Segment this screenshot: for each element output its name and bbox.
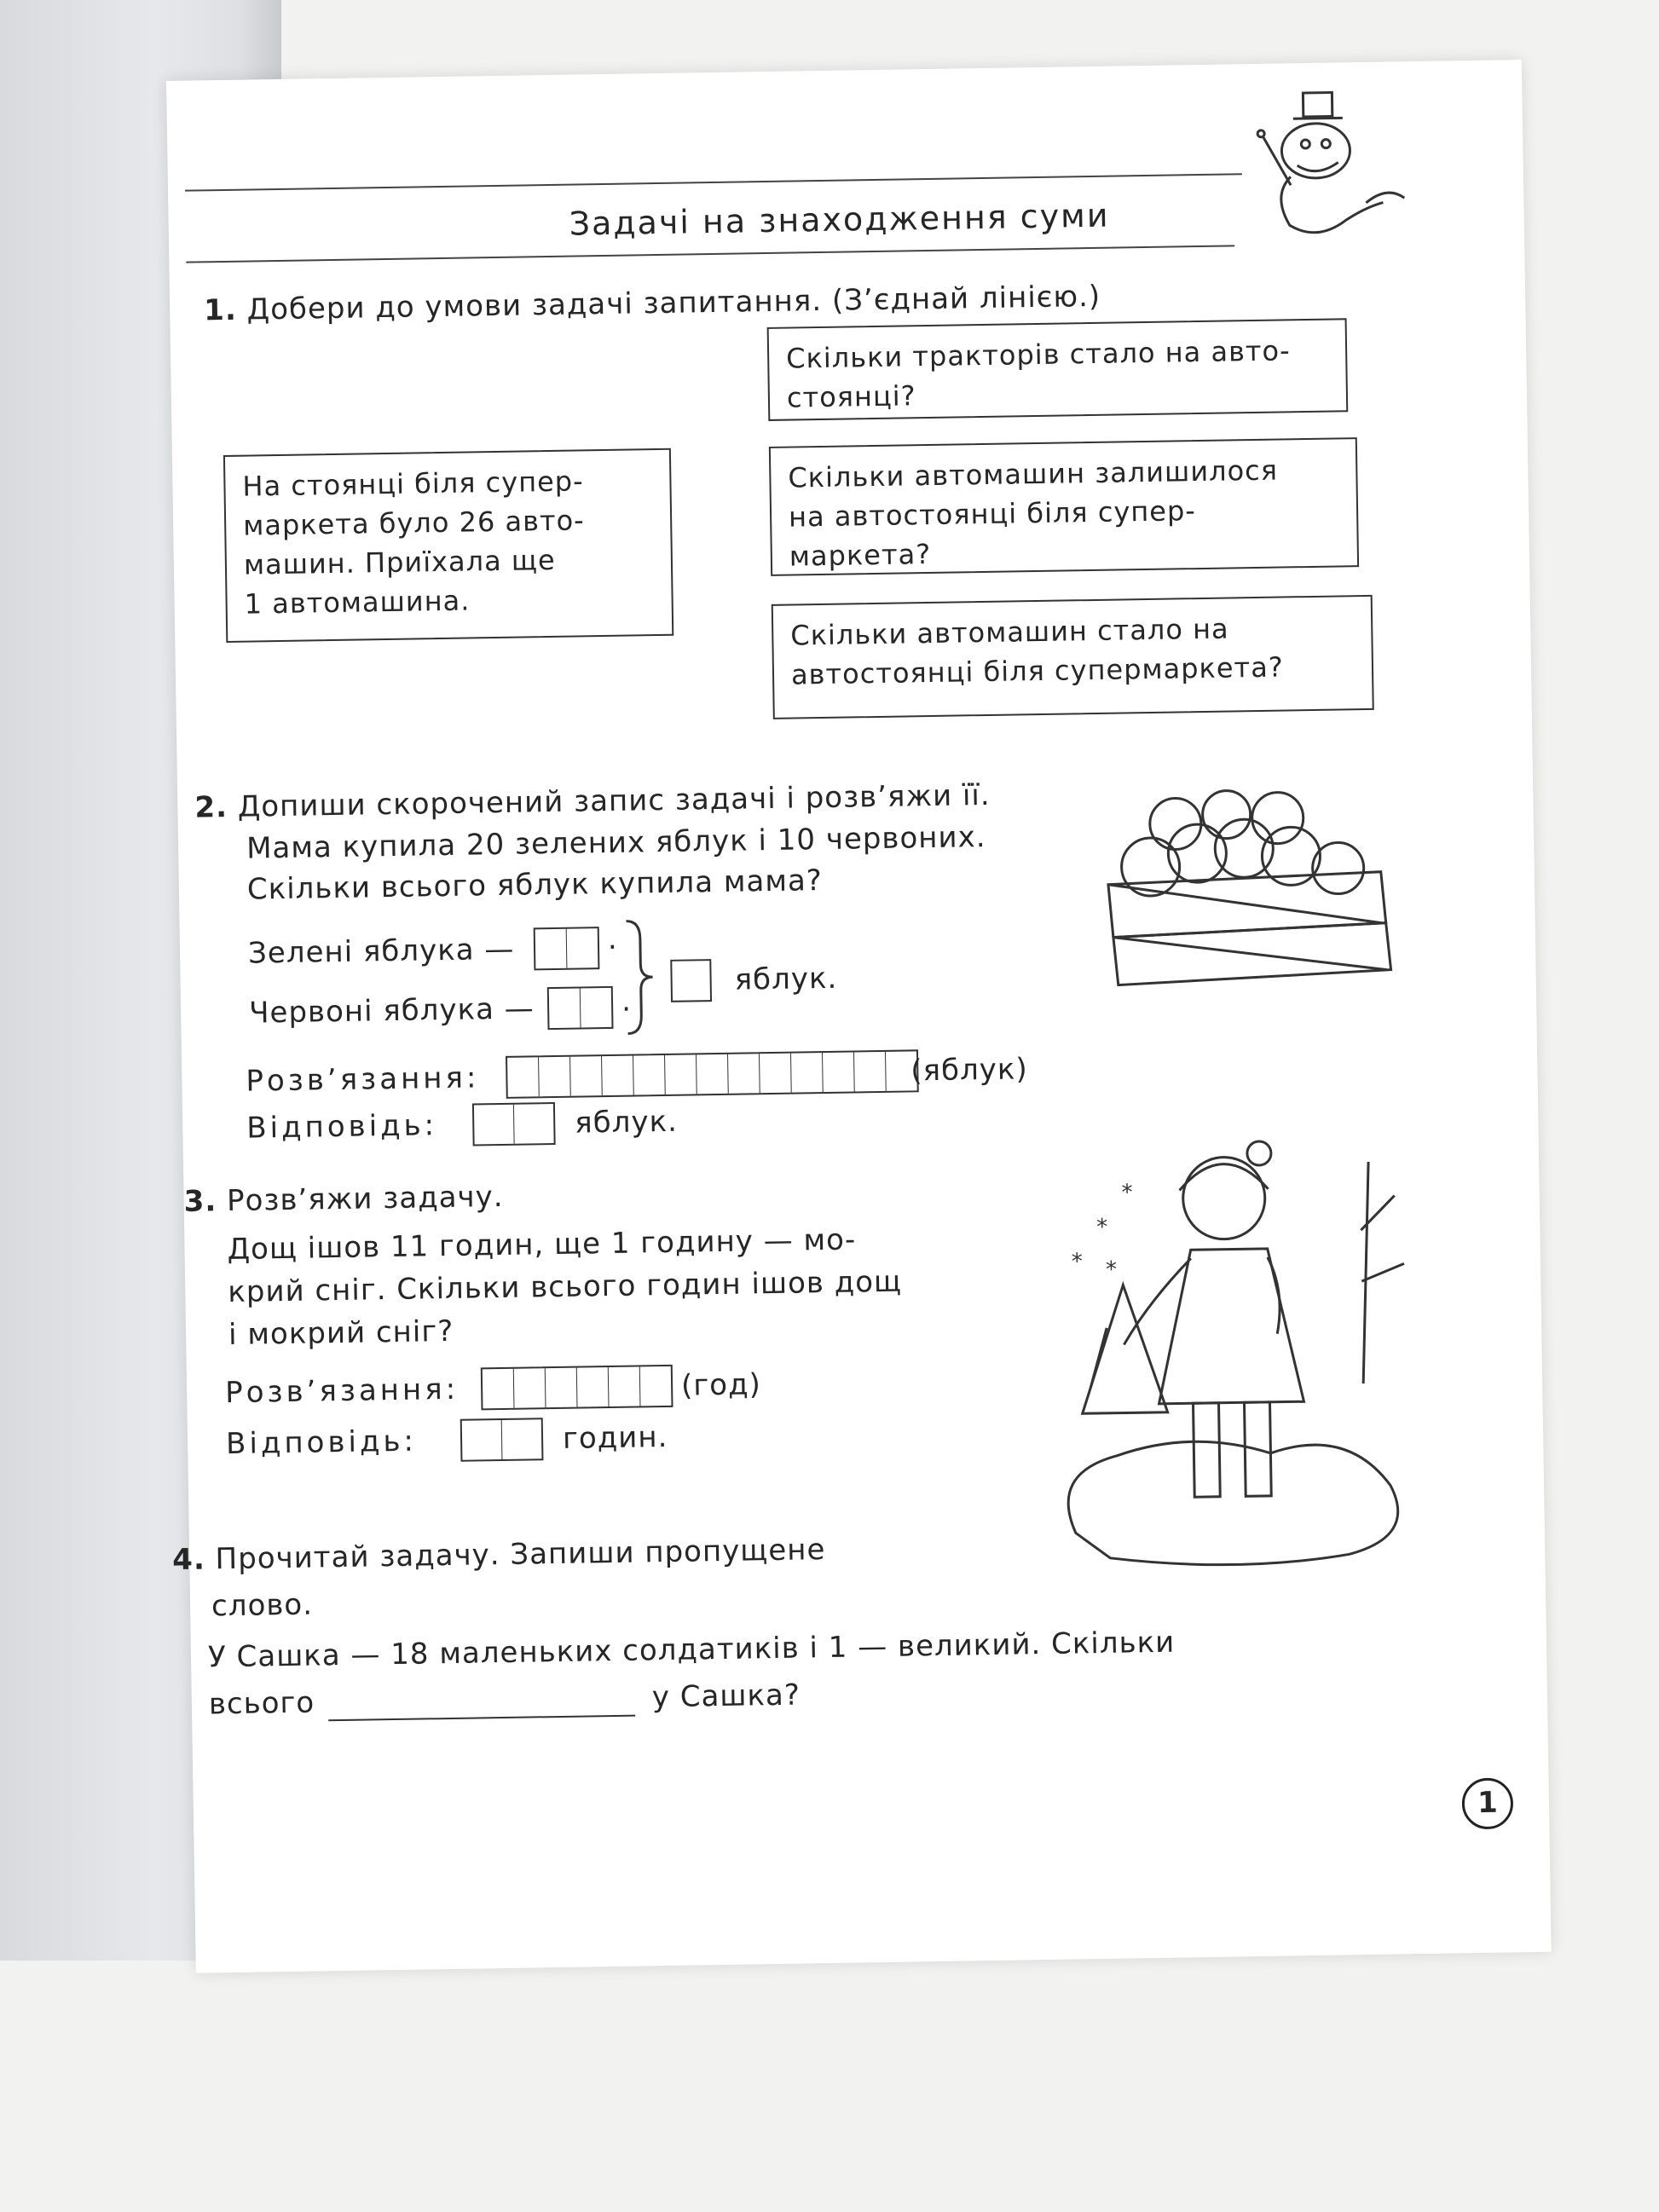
- task1-instruction: [204, 280, 1101, 328]
- red-apples-label: Червоні яблука —: [248, 991, 535, 1031]
- green-apples-input[interactable]: [534, 927, 600, 970]
- condition-line: маркета було 26 авто-: [242, 504, 585, 542]
- task3-answer-label: Відповідь:: [225, 1424, 418, 1462]
- question-line: маркета?: [789, 537, 932, 573]
- question-line: Скільки автомашин залишилося: [788, 453, 1279, 494]
- task1-question-a-box[interactable]: [767, 318, 1349, 421]
- task1-number: 1.: [203, 292, 238, 328]
- page-number-badge: 1: [1461, 1777, 1513, 1829]
- task4-missing-word-blank[interactable]: [328, 1715, 635, 1722]
- task2-answer-unit: яблук.: [574, 1104, 679, 1141]
- task1-condition-box[interactable]: [223, 448, 673, 643]
- question-line: на автостоянці біля супер-: [788, 494, 1197, 534]
- condition-line: 1 автомашина.: [244, 584, 471, 621]
- task2-solution-label: Розв’язання:: [246, 1060, 480, 1099]
- dot: .: [607, 921, 619, 956]
- apple-crate-illustration: [1090, 786, 1400, 987]
- question-line: Скільки тракторів стало на авто-: [785, 334, 1291, 375]
- page-title: Задачі на знаходження суми: [569, 196, 1110, 243]
- task2-answer-label: Відповідь:: [246, 1108, 438, 1146]
- task3-problem-line: Дощ ішов 11 годин, ще 1 годину — мо-: [227, 1222, 857, 1268]
- task2-answer-input[interactable]: [472, 1102, 556, 1146]
- question-line: автостоянці біля супермаркета?: [790, 650, 1285, 691]
- task4-instruction-line-2: слово.: [211, 1587, 314, 1624]
- total-apples-unit: яблук.: [734, 961, 838, 997]
- task3-answer-unit: годин.: [562, 1419, 668, 1456]
- task2-problem-line-2: Скільки всього яблук купила мама?: [246, 863, 824, 907]
- task4-problem-line-2-end: у Сашка?: [651, 1678, 801, 1715]
- task4-problem-line-1: У Сашка — 18 маленьких солдатиків і 1 — великий. Скільки: [207, 1625, 1176, 1675]
- task3-instruction-text: Розв’яжи задачу.: [226, 1179, 504, 1219]
- task2-solution-input[interactable]: [506, 1049, 919, 1099]
- condition-line: машин. Приїхала ще: [243, 543, 556, 581]
- task1-question-c-box[interactable]: [772, 595, 1374, 719]
- task2-solution-unit: (яблук): [910, 1052, 1028, 1089]
- task4-number: 4.: [171, 1542, 206, 1578]
- svg-text:*: *: [1105, 1256, 1118, 1283]
- condition-line: На стоянці біля супер-: [242, 465, 584, 503]
- task3-problem-line: і мокрий сніг?: [228, 1314, 454, 1353]
- question-line: Скільки автомашин стало на: [790, 612, 1229, 652]
- task3-problem-line: крий сніг. Скільки всього годин ішов дощ: [228, 1264, 903, 1310]
- svg-text:*: *: [1071, 1249, 1084, 1275]
- svg-text:*: *: [1121, 1180, 1133, 1206]
- green-apples-label: Зелені яблука —: [247, 932, 515, 971]
- task3-instruction: [183, 1180, 503, 1219]
- task3-number: 3.: [183, 1184, 217, 1219]
- girl-winter-illustration: [1019, 1127, 1453, 1611]
- workbook-page: [166, 60, 1552, 1973]
- task3-answer-input[interactable]: [460, 1418, 544, 1462]
- header-bottom-rule: [186, 245, 1234, 263]
- task3-solution-unit: (год): [680, 1367, 762, 1403]
- dot: .: [621, 984, 633, 1019]
- task2-number: 2.: [194, 789, 228, 825]
- task4-instruction: [172, 1533, 826, 1577]
- question-line: стоянці?: [786, 379, 916, 414]
- total-apples-input[interactable]: [670, 959, 712, 1002]
- task1-question-b-box[interactable]: [769, 437, 1359, 576]
- task3-solution-label: Розв’язання:: [224, 1372, 460, 1411]
- svg-text:*: *: [1096, 1214, 1108, 1241]
- task2-instruction-text: Допиши скорочений запис задачі і розв’яжи її.: [237, 777, 991, 824]
- red-apples-input[interactable]: [547, 986, 614, 1030]
- task1-instruction-text: Добери до умови задачі запитання. (З’єднай лінією.): [246, 279, 1101, 327]
- task4-problem-line-2-start: всього: [208, 1685, 315, 1722]
- curly-brace-icon: [622, 917, 658, 1037]
- dinosaur-mascot-illustration: [1236, 83, 1409, 247]
- task2-problem-line-1: Мама купила 20 зелених яблук і 10 червоних.: [246, 820, 986, 866]
- header-top-rule: [185, 173, 1242, 191]
- task3-solution-input[interactable]: [481, 1365, 673, 1411]
- task2-instruction: [194, 778, 991, 825]
- task4-instruction-line-1: Прочитай задачу. Запиши пропущене: [215, 1533, 826, 1577]
